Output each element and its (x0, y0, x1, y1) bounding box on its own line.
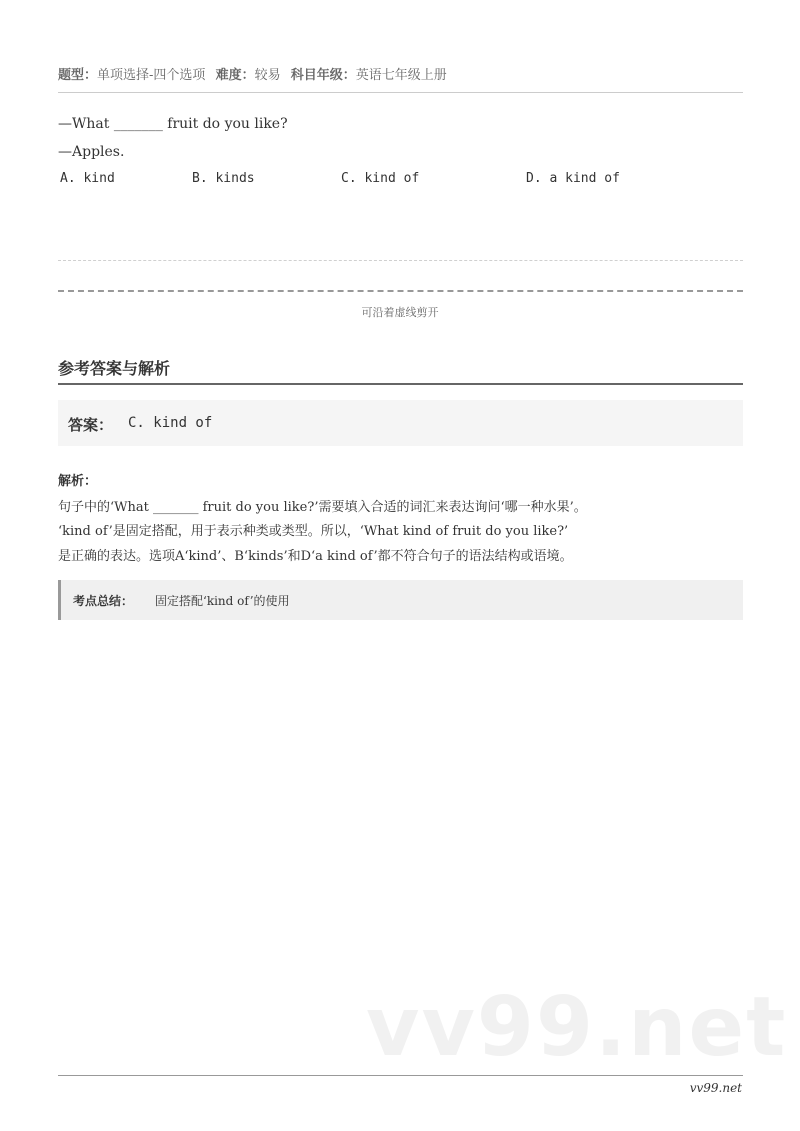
answer-space-divider (58, 260, 743, 261)
answer-box (58, 400, 743, 446)
subject-label: 科目年级： (290, 68, 356, 83)
difficulty-label: 难度： (215, 68, 255, 83)
key-point-box (58, 580, 743, 620)
option-b: B. kinds (192, 171, 255, 186)
option-a: A. kind (60, 171, 115, 186)
option-c: C. kind of (341, 171, 420, 186)
answer-value: C. kind of (128, 415, 213, 431)
section-divider (58, 383, 743, 385)
explanation-line: 是正确的表达。选项A‘kind’、B‘kinds’和D‘a kind of’都不符合句子的语法结构或语境。 (58, 549, 573, 564)
header-divider (58, 92, 743, 93)
option-d: D. a kind of (526, 171, 620, 186)
footer-divider (58, 1075, 743, 1076)
cut-line-text: 可沿着虚线剪开 (361, 306, 439, 319)
type-value: 单项选择-四个选项 (97, 68, 206, 83)
watermark: vv99.net (366, 980, 788, 1075)
question-line-1: —What _______ fruit do you like? (58, 116, 288, 132)
explanation-line: ‘kind of’是固定搭配，用于表示种类或类型。所以，‘What kind of fruit do you like?’ (58, 524, 569, 539)
question-meta (58, 64, 453, 83)
footer-site: vv99.net (689, 1081, 742, 1095)
explanation-line: 句子中的‘What _______ fruit do you like?’需要填入合适的词汇来表达询问‘哪一种水果’。 (58, 500, 587, 515)
subject-value: 英语七年级上册 (355, 68, 447, 83)
explanation-label: 解析： (58, 474, 98, 489)
answer-label: 答案： (68, 416, 114, 434)
type-label: 题型： (58, 68, 98, 83)
key-point-label: 考点总结： (73, 594, 134, 608)
cut-line (58, 290, 743, 292)
question-line-2: —Apples. (58, 144, 125, 160)
key-point-value: 固定搭配‘kind of’的使用 (155, 594, 290, 608)
answer-section-title: 参考答案与解析 (58, 359, 171, 378)
difficulty-value: 较易 (254, 68, 281, 83)
